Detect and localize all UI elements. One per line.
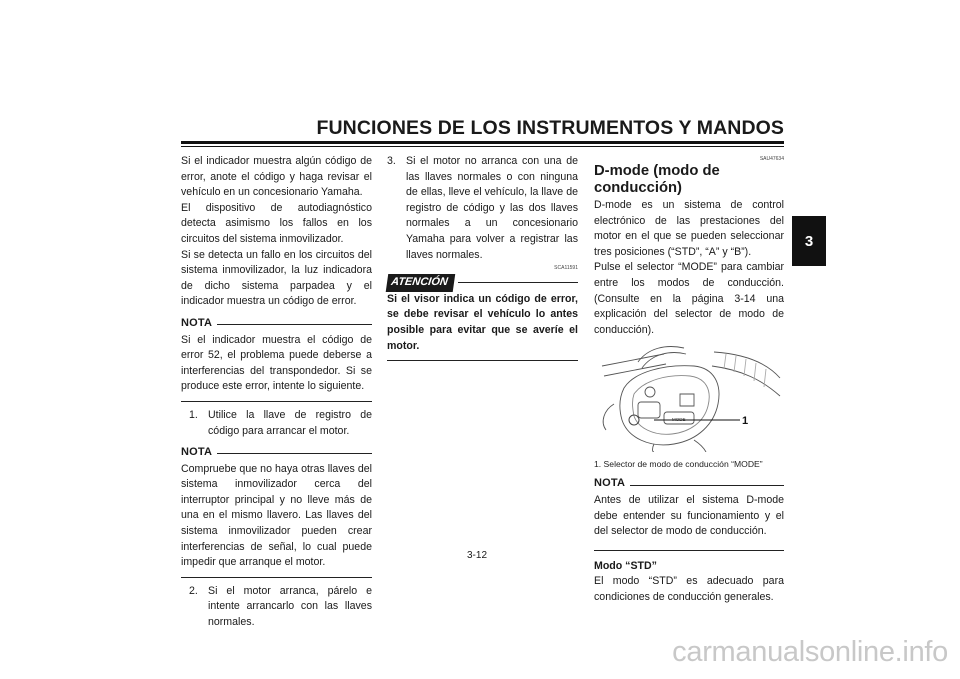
nota-heading	[594, 476, 784, 492]
list-item	[387, 154, 578, 263]
column-right	[594, 154, 784, 606]
nota-heading	[181, 316, 372, 332]
watermark: carmanualsonline.info	[672, 636, 948, 668]
nota-text: Si el indicador muestra el código de error 52, el problema puede deberse a interferencias del transpondedor. Si se produce este error, intente lo siguiente.	[181, 333, 372, 393]
handlebar-switch-illustration	[594, 344, 784, 452]
atencion-heading	[387, 274, 578, 292]
nota-text: Compruebe que no haya otras llaves del sistema inmovilizador cerca del interruptor principal y no lleve más de una en el mismo llavero. Las llaves del sistema inmovilizador pueden crear interferencias de señal, lo cual puede impedir que arranque el motor.	[181, 462, 372, 569]
nota-rule	[630, 485, 784, 486]
paragraph: Pulse el selector “MODE” para cambiar entre los modos de conducción. (Consulte en la página 3-14 una explicación del selector de modo de conducción).	[594, 261, 784, 336]
list-item	[181, 408, 372, 439]
mode-label-drawing: MODE	[672, 417, 686, 423]
list-item	[181, 584, 372, 631]
header-rule-thin	[181, 146, 784, 147]
page-header-title: FUNCIONES DE LOS INSTRUMENTOS Y MANDOS	[316, 117, 784, 139]
page-number: 3-12	[467, 550, 488, 561]
handlebar-drawing	[594, 344, 784, 452]
list-number: 2.	[189, 584, 198, 597]
figure-caption: 1. Selector de modo de conducción “MODE”	[594, 459, 763, 470]
nota-label: NOTA	[181, 446, 213, 459]
atencion-end-rule	[387, 360, 578, 361]
nota-end-rule	[181, 401, 372, 402]
paragraph: Si el indicador muestra algún código de error, anote el código y haga revisar el vehículo en un concesionario Yamaha.	[181, 155, 372, 199]
subheading: Modo “STD”	[594, 559, 657, 572]
reference-code: SAU47634	[759, 156, 784, 162]
header-rule	[181, 141, 784, 144]
paragraph: D-mode es un sistema de control electrónico de las prestaciones del motor en el que se pueden seleccionar tres posiciones (“STD”, “A” y “B”).	[594, 199, 784, 258]
nota-rule	[217, 453, 372, 454]
paragraph: El modo “STD” es adecuado para condiciones de conducción generales.	[594, 575, 784, 603]
atencion-text: Si el visor indica un código de error, se debe revisar el vehículo lo antes posible para evitar que se averíe el motor.	[387, 292, 578, 352]
list-text: Si el motor no arranca con una de las llaves normales o con ninguna de ellas, lleve el vehículo, la llave de registro de código y las dos llaves normales a un concesionario Yamaha para volver a registrar las llaves normales.	[406, 155, 578, 261]
nota-text: Antes de utilizar el sistema D-mode debe entender su funcionamiento y el del selector de modo de conducción.	[594, 493, 784, 538]
atencion-rule	[458, 282, 578, 283]
nota-label: NOTA	[181, 316, 213, 329]
reference-code: SCA11591	[554, 265, 578, 272]
list-number: 3.	[387, 155, 396, 167]
nota-heading	[181, 445, 372, 461]
section-title: D-mode (modo de conducción)	[594, 163, 720, 196]
list-text: Utilice la llave de registro de código para arrancar el motor.	[208, 408, 372, 437]
paragraph: Si se detecta un fallo en los circuitos del sistema inmovilizador, la luz indicadora de dicho sistema parpadea y el indicador muestra un código de error.	[181, 248, 372, 308]
figure-callout-number: 1	[742, 415, 749, 428]
atencion-label: ATENCIÓN	[386, 274, 455, 292]
list-number: 1.	[189, 408, 198, 421]
column-middle	[387, 154, 578, 367]
list-text: Si el motor arranca, párelo e intente arrancarlo con las llaves normales.	[208, 584, 372, 629]
nota-end-rule	[181, 577, 372, 578]
paragraph: El dispositivo de autodiagnóstico detecta asimismo los fallos en los circuitos del sistema inmovilizador.	[181, 201, 372, 245]
nota-end-rule	[594, 550, 784, 551]
nota-rule	[217, 324, 372, 325]
nota-label: NOTA	[594, 477, 626, 490]
column-left	[181, 154, 372, 631]
chapter-tab: 3	[792, 216, 826, 266]
